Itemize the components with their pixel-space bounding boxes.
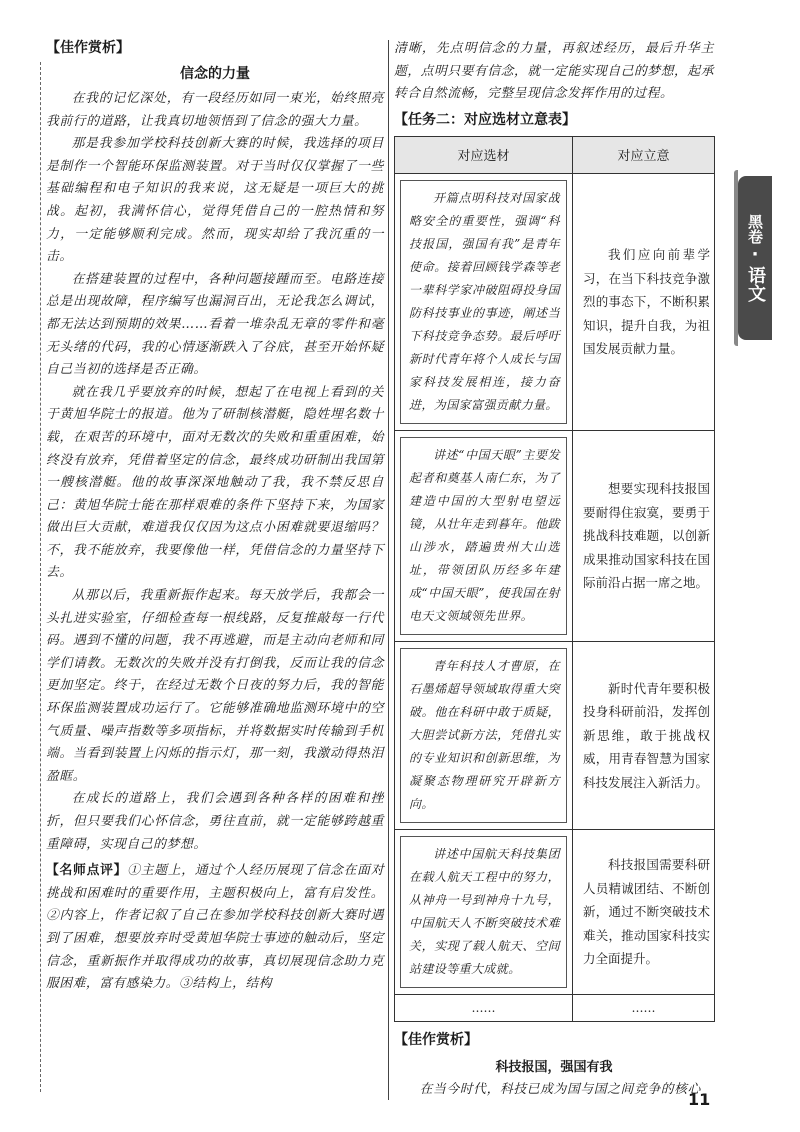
material-text: 青年科技人才曹原，在石墨烯超导领域取得重大突破。他在科研中敢于质疑，大胆尝试新方法，凭借扎实的专业知识和创新思维，为凝聚态物理研究开辟新方向。 (409, 658, 560, 811)
column-divider (388, 40, 389, 1100)
material-cell (400, 180, 567, 424)
side-subject-tab (738, 176, 772, 340)
page-number: 11 (688, 1090, 711, 1109)
table-header-idea: 对应立意 (573, 136, 715, 173)
material-text: 讲述中国航天科技集团在载人航天工程中的努力，从神舟一号到神舟十九号，中国航天人不断突破技术难关，实现了载人航天、空间站建设等重大成就。 (409, 846, 560, 976)
table-header-material: 对应选材 (395, 136, 573, 173)
ellipsis-material: …… (395, 994, 573, 1021)
comment-continued-text: 清晰，先点明信念的力量，再叙述经历，最后升华主题，点明只要有信念，就一定能实现自己的梦想，起承转合自然流畅，完整呈现信念发挥作用的过程。 (394, 41, 714, 102)
comment-label: 【名师点评】 (46, 863, 128, 879)
material-cell (400, 437, 567, 635)
material-text: 讲述“中国天眼”主要发起者和奠基人南仁东，为了建造中国的大型射电望远镜，从壮年走到暮年。他跋山涉水，踏遍贵州大山选址，带领团队历经多年建成“中国天眼”，使我国在射电天文领域领先世界。 (409, 447, 560, 623)
idea-text: 科技报国需要科研人员精诚团结、不断创新，通过不断突破技术难关，推动国家科技实力全面提升。 (583, 857, 710, 967)
left-column (46, 38, 384, 996)
side-tab-subject: 语文 (745, 266, 766, 302)
table-row-ellipsis (395, 994, 715, 1021)
section-label-appreciation: 【佳作赏析】 (46, 40, 130, 56)
teacher-comment (46, 860, 384, 996)
task-two-label: 【任务二：对应选材立意表】 (394, 111, 576, 128)
article-paragraph-6: 在成长的道路上，我们会遇到各种各样的困难和挫折，但只要我们心怀信念，勇往直前，就一定能够跨越重重障碍，实现自己的梦想。 (46, 791, 384, 852)
idea-text: 新时代青年要积极投身科研前沿，发挥创新思维，敢于挑战权威，用青春智慧为国家科技发展注入新活力。 (583, 680, 710, 790)
article-paragraph-2: 那是我参加学校科技创新大赛的时候，我选择的项目是制作一个智能环保监测装置。对于当时仅仅掌握了一些基础编程和电子知识的我来说，这无疑是一项巨大的挑战。起初，我满怀信心，觉得凭借自己的一腔热情和努力，一定能够顺利完成。然而，现实却给了我沉重的一击。 (46, 136, 384, 265)
side-tab-dot: · (751, 244, 759, 265)
comment-text: ①主题上，通过个人经历展现了信念在面对挑战和困难时的重要作用，主题积极向上，富有启发性。②内容上，作者记叙了自己在参加学校科技创新大赛时遇到了困难，想要放弃时受黄旭华院士事迹的触动后，坚定信念，重新振作并取得成功的故事，真切展现信念助力克服困难，富有感染力。③结构上，结构 (46, 863, 385, 992)
table-header-row (395, 136, 715, 173)
left-margin-dashed-line (40, 62, 41, 1092)
article-paragraph-4: 就在我几乎要放弃的时候，想起了在电视上看到的关于黄旭华院士的报道。他为了研制核潜艇，隐姓埋名数十载，在艰苦的环境中，面对无数次的失败和重重困难，始终没有放弃，凭借着坚定的信念，最终成功研制出我国第一艘核潜艇。他的故事深深地触动了我，我不禁反思自己：黄旭华院士能在那样艰难的条件下坚持下来，为国家做出巨大贡献，难道我仅仅因为这点小困难就要退缩吗？不，我不能放弃，我要像他一样，凭借信念的力量坚持下去。 (46, 384, 384, 581)
table-row (395, 829, 715, 994)
section-label-appreciation-2: 【佳作赏析】 (394, 1031, 478, 1048)
table-row (395, 173, 715, 430)
article-title: 信念的力量 (180, 66, 250, 82)
material-cell (400, 648, 567, 823)
ellipsis-idea: …… (573, 994, 715, 1021)
idea-text: 我们应向前辈学习，在当下科技竞争激烈的事态下，不断积累知识，提升自我，为祖国发展贡献力量。 (583, 247, 710, 357)
table-row (395, 641, 715, 829)
side-tab-brand: 黑卷 (746, 214, 764, 244)
material-idea-table (394, 136, 715, 1022)
article-paragraph-5: 从那以后，我重新振作起来。每天放学后，我都会一头扎进实验室，仔细检查每一根线路，反复推敲每一行代码。遇到不懂的问题，我不再逃避，而是主动向老师和同学们请教。无数次的失败并没有打倒我，反而让我的信念更加坚定。终于，在经过无数个日夜的努力后，我的智能环保监测装置成功运行了。它能够准确地监测环境中的空气质量、噪声指数等多项指标，并将数据实时传输到手机端。当看到装置上闪烁的指示灯，那一刻，我激动得热泪盈眶。 (46, 588, 384, 784)
article-paragraph-1: 在我的记忆深处，有一段经历如同一束光，始终照亮我前行的道路，让我真切地领悟到了信念的强大力量。 (46, 91, 384, 129)
appreciation-article-title: 科技报国，强国有我 (495, 1059, 613, 1075)
article-paragraph-3: 在搭建装置的过程中，各种问题接踵而至。电路连接总是出现故障，程序编写也漏洞百出，无论我怎么调试，都无法达到预期的效果……看着一堆杂乱无章的零件和毫无头绪的代码，我的心情逐渐跌入了谷底，甚至开始怀疑自己当初的选择是否正确。 (46, 271, 384, 378)
right-column (394, 38, 714, 1101)
material-cell (400, 836, 567, 988)
idea-text: 想要实现科技报国要耐得住寂寞，要勇于挑战科技难题，以创新成果推动国家科技在国际前沿占据一席之地。 (583, 481, 710, 591)
material-text: 开篇点明科技对国家战略安全的重要性，强调“科技报国，强国有我”是青年使命。接着回顾钱学森等老一辈科学家冲破阻碍投身国防科技事业的事迹，阐述当下科技竞争态势。最后呼吁新时代青年将个人成长与国家科技发展相连，接力奋进，为国家富强贡献力量。 (409, 190, 560, 412)
table-row (395, 430, 715, 641)
appreciation-article-text: 在当今时代，科技已成为国与国之间竞争的核心 (419, 1081, 701, 1097)
